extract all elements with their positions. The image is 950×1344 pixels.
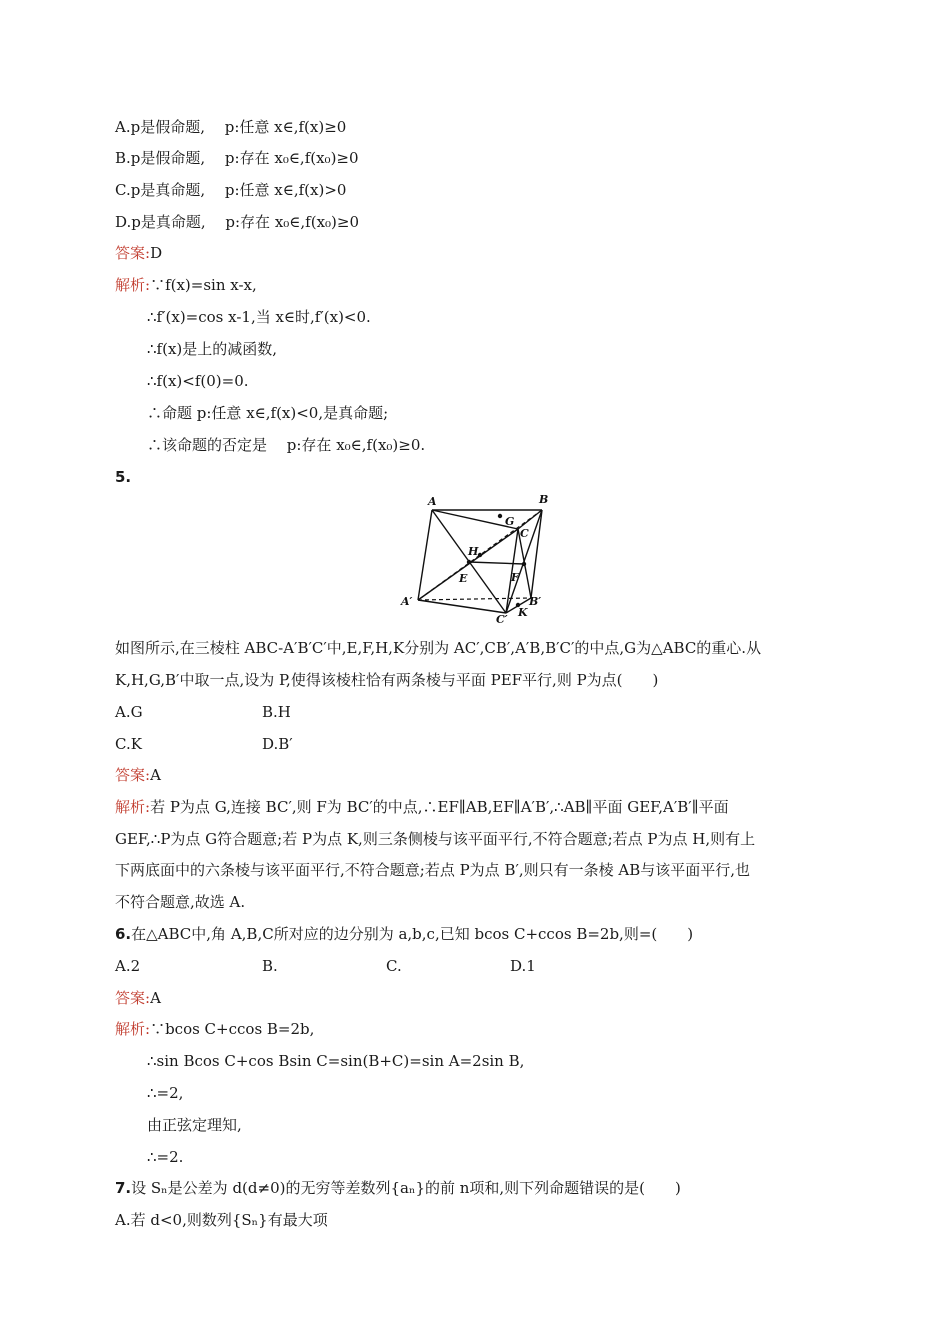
q4-analysis-line-4: ∴f(x)<f(0)=0. [147,372,249,390]
answer-label: 答案: [115,989,151,1007]
q6-stem [115,924,693,944]
point-g [498,514,502,518]
q5-stem-line-1: 如图所示,在三棱柱 ABC-A′B′C′中,E,F,H,K分别为 AC′,CB′,A′B,B′C′的中点,G为△ABC的重心.从 [115,639,762,657]
prism-diagram [398,492,548,624]
q6-answer [115,988,161,1008]
analysis-text: ∵bcos C+ccos B=2b, [150,1020,315,1038]
label-h: H [468,545,479,558]
prism-figure [398,492,548,624]
q6-option-d: D.1 [510,957,536,975]
label-c: C [520,527,529,540]
point-e [467,560,471,564]
q7-stem [115,1178,681,1198]
q4-option-d: D.p是真命题, p:存在 x₀∈,f(x₀)≥0 [115,213,360,231]
hidden-edge-a-prime-b-prime [418,598,531,600]
q5-option-a: A.G [115,703,143,721]
q4-option-c: C.p是真命题, p:任意 x∈,f(x)>0 [115,181,347,199]
analysis-label: 解析: [115,798,151,816]
q5-number: 5. [115,468,132,486]
q5-option-d: D.B′ [262,735,293,753]
q6-analysis-line-4: 由正弦定理知, [147,1116,242,1134]
q6-option-b: B. [262,957,278,975]
answer-label: 答案: [115,244,151,262]
q4-analysis-line-2: ∴f′(x)=cos x-1,当 x∈时,f′(x)<0. [147,308,371,326]
label-g: G [505,515,515,528]
label-k: K [518,606,528,619]
q6-analysis-line-1 [115,1019,314,1039]
q4-analysis-line-6: ∴该命题的否定是 p:存在 x₀∈,f(x₀)≥0. [147,436,426,454]
analysis-text: 若 P为点 G,连接 BC′,则 F为 BC′的中点,∴EF∥AB,EF∥A′B′,∴AB∥平面 GEF,A′B′∥平面 [150,798,729,816]
q4-answer [115,243,162,263]
q6-analysis-line-2: ∴sin Bcos C+cos Bsin C=sin(B+C)=sin A=2sin B, [147,1052,525,1070]
q5-analysis-line-2: GEF,∴P为点 G符合题意;若 P为点 K,则三条侧棱与该平面平行,不符合题意;若点 P为点 H,则有上 [115,830,756,848]
q5-answer [115,765,161,785]
answer-label: 答案: [115,766,151,784]
q6-stem-text: 在△ABC中,角 A,B,C所对应的边分别为 a,b,c,已知 bcos C+ccos B=2b,则=( ) [131,925,694,943]
answer-value: A [150,989,161,1007]
q6-analysis-line-3: ∴=2, [147,1084,184,1102]
segment-ef [469,562,524,564]
q6-number: 6. [115,925,132,943]
q7-number: 7. [115,1179,132,1197]
q7-stem-text: 设 Sₙ是公差为 d(d≠0)的无穷等差数列{aₙ}的前 n项和,则下列命题错误的是( ) [131,1179,681,1197]
answer-value: A [150,766,161,784]
q6-option-c: C. [386,957,402,975]
q6-option-a: A.2 [115,957,141,975]
label-a-prime: A′ [401,595,413,608]
q6-analysis-line-5: ∴=2. [147,1148,184,1166]
label-c-prime: C′ [496,613,508,624]
label-a: A [428,495,437,508]
q5-analysis-line-3: 下两底面中的六条棱与该平面平行,不符合题意;若点 P为点 B′,则只有一条棱 AB与该平面平行,也 [115,861,751,879]
q7-option-a: A.若 d<0,则数列{Sₙ}有最大项 [115,1211,328,1229]
label-e: E [459,572,468,585]
q5-option-c: C.K [115,735,142,753]
label-b-prime: B′ [529,595,542,608]
q5-analysis-line-4: 不符合题意,故选 A. [115,893,246,911]
edge-bb-prime [531,510,542,598]
answer-value: D [150,244,163,262]
q5-analysis-line-1 [115,797,729,817]
q4-analysis-line-5: ∴命题 p:任意 x∈,f(x)<0,是真命题; [147,404,389,422]
point-h [478,553,482,557]
analysis-label: 解析: [115,276,151,294]
q4-option-a: A.p是假命题, p:任意 x∈,f(x)≥0 [115,118,347,136]
edge-aa-prime [418,510,432,600]
point-f [522,562,526,566]
label-f: F [511,571,519,584]
q4-analysis-line-1 [115,275,257,295]
q5-stem-line-2: K,H,G,B′中取一点,设为 P,使得该棱柱恰有两条棱与平面 PEF平行,则 P为点( ) [115,671,659,689]
q5-option-b: B.H [262,703,291,721]
label-b: B [539,493,548,506]
q4-option-b: B.p是假命题, p:存在 x₀∈,f(x₀)≥0 [115,149,359,167]
edge-a-prime-c-prime [418,600,506,613]
analysis-text: ∵f(x)=sin x-x, [150,276,257,294]
analysis-label: 解析: [115,1020,151,1038]
q4-analysis-line-3: ∴f(x)是上的减函数, [147,340,278,358]
